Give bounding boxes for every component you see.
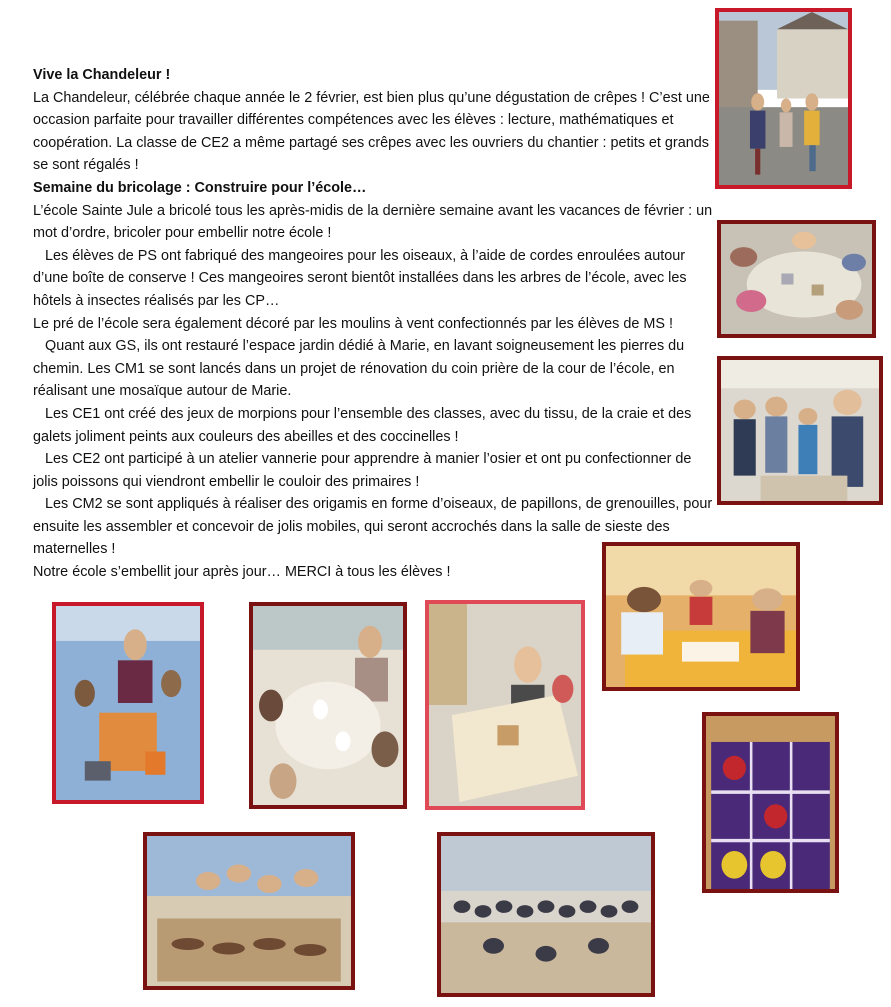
photo-classroom-table [717, 220, 876, 338]
photo-tictactoe-pebbles [702, 712, 839, 893]
photo-painting-pebbles [249, 602, 407, 809]
ms-paragraph: Le pré de l’école sera également décoré par les moulins à vent confectionnés par les élèves de MS ! [33, 315, 673, 332]
gs-cm1-paragraph: Quant aux GS, ils ont restauré l’espace jardin dédié à Marie, en lavant soigneusement les pierres du chemin. Les CM1 se sont lancés dans un projet de rénovation du coin prière de la cour de l’école, en réalisant une mosaïque autour de Marie. [33, 338, 685, 400]
photo-drawing-table [602, 542, 800, 691]
closing-paragraph: Notre école s’embellit jour après jour… MERCI à tous les élèves ! [33, 564, 451, 581]
ps-paragraph: Les élèves de PS ont fabriqué des mangeoires pour les oiseaux, à l’aide de cordes enroulées autour d’une boîte de conserve ! Ces mangeoires seront bientôt installées dans les arbres de l’école, avec les hôtels à insectes réalisés par les CP… [33, 247, 687, 309]
photo-mosaic-table [425, 600, 585, 810]
photo-crepes-outdoors [715, 8, 852, 189]
intro-paragraph: L’école Sainte Jule a bricolé tous les après-midis de la dernière semaine avant les vacances de février : un mot d’ordre, bricoler pour embellir notre école ! [33, 202, 713, 242]
ce2-paragraph: Les CE2 ont participé à un atelier vannerie pour apprendre à manier l’osier et ont pu confectionner de jolis poissons qui viendront embellir le couloir des primaires ! [33, 451, 692, 490]
article [33, 64, 713, 584]
cm2-paragraph: Les CM2 se sont appliqués à réaliser des origamis en forme d’oiseaux, de papillons, de grenouilles, pour ensuite les assembler et concevoir de jolis mobiles, qui seront accrochés dans la salle de sieste des maternelles ! [33, 496, 713, 558]
photo-bird-feeders [52, 602, 204, 804]
chandeleur-paragraph: La Chandeleur, célébrée chaque année le 2 février, est bien plus qu’une dégustation de crêpes ! C’est une occasion parfaite pour travailler différentes compétences avec les élèves : lecture, mathématiques et coopération. La classe de CE2 a même partagé ses crêpes avec les ouvriers du chantier : petits et grands se sont régalés ! [33, 89, 710, 174]
bricolage-title: Semaine du bricolage : Construire pour l’école… [33, 179, 367, 196]
photo-classroom-group [717, 356, 883, 505]
photo-woven-fish [143, 832, 355, 990]
article-title: Vive la Chandeleur ! [33, 67, 171, 83]
ce1-paragraph: Les CE1 ont créé des jeux de morpions pour l’ensemble des classes, avec du tissu, de la craie et des galets joliment peints aux couleurs des abeilles et des coccinelles ! [33, 405, 692, 445]
photo-hall-group [437, 832, 655, 997]
